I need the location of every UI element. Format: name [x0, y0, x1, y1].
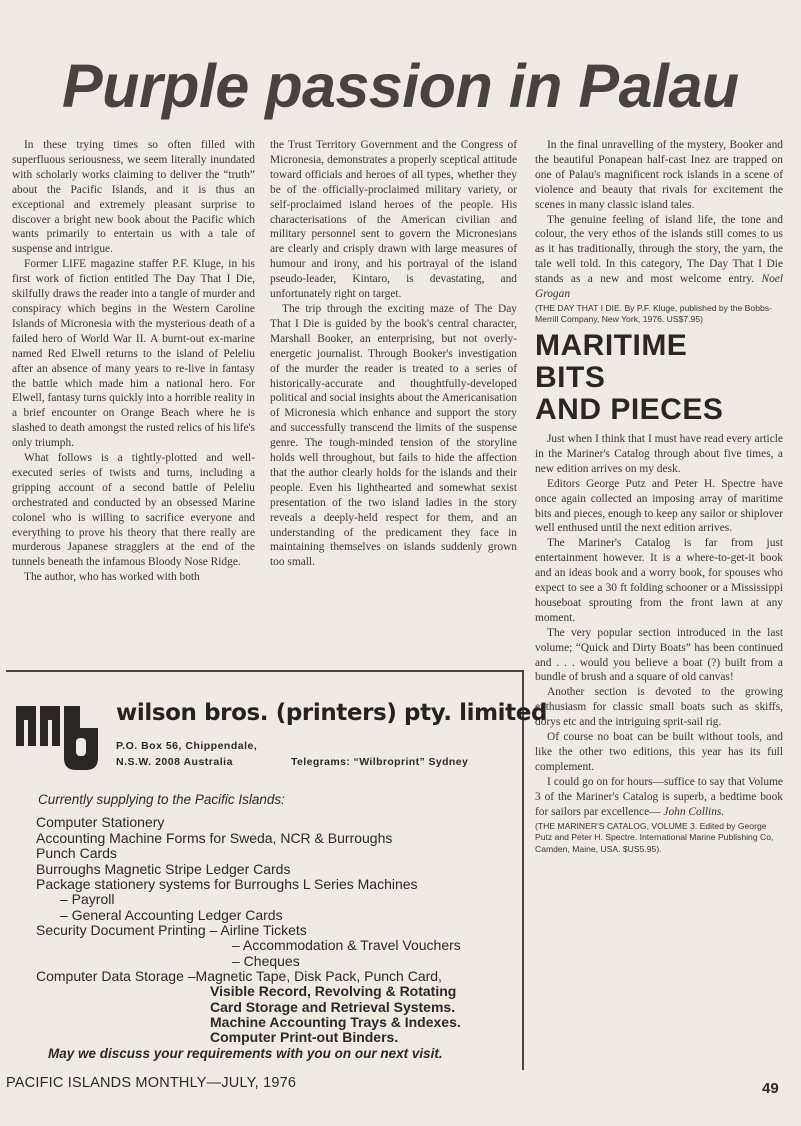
ad-item: – General Accounting Ledger Cards — [60, 907, 283, 923]
address-line: P.O. Box 56, Chippendale, — [116, 740, 258, 752]
heading-line: MARITIME — [535, 328, 688, 362]
paragraph: Editors George Putz and Peter H. Spectre have once again collected an imposing array of maritime bits and pieces, enough to keep any sailor or shiplover well enthused until the next edition arrives. — [535, 477, 783, 535]
section-heading — [535, 330, 783, 426]
paragraph — [535, 213, 783, 302]
paragraph: Former LIFE magazine staffer P.F. Kluge, in his first work of fiction entitled The Day That I Die, skilfully draws the reader into a tangle of murder and conspiracy which begins in the Western Caroline Islands of Micronesia with the mysterious death of a failed hero of World War II. A burnt-out ex-marine named Red Elwell returns to the island of Peleliu after an absence of many years to re-live in fantasy the battle which made him a national hero. For Elwell, fantasy turns quickly into a horrible reality in a brief encounter on Orange Beach where he is slashed to death amongst the rusted relics of his life's only triumph. — [12, 258, 255, 450]
article-column-2 — [270, 138, 517, 570]
paragraph: The trip through the exciting maze of The Day That I Die is guided by the book's central character, Marshall Booker, an enterprising, but not overly-energetic journalist. Through Booker's investigation of the murder the reader is treated to a series of historically-accurate and thoughtfully-developed political and social insights about the Americanisation of Micronesia which enhance and support the story and successfully transcend the limits of the suspense genre. The tough-minded tension of the storyline holds well throughout, but fails to hide the affection that the author clearly holds for the islands and their people. Even his lighthearted and somewhat sexist presentation of the two island ladies in the story reveals a deeply-held respect for them, and an understanding of the predicament they face in maintaining themselves on islands suddenly grown too small. — [270, 302, 517, 569]
publication-footer: PACIFIC ISLANDS MONTHLY—JULY, 1976 — [6, 1075, 297, 1091]
ad-item: Package stationery systems for Burroughs L Series Machines — [36, 876, 418, 892]
wilson-bros-logo — [14, 702, 106, 774]
paragraph: In these trying times so often filled with superfluous seriousness, we seem literally inundated with scholarly works claiming to deliver the “truth” about the Pacific Islands, and it is thus an exceptional and extremely pleasant surprise to discover a bright new book about the Pacific which wants primarily to entertain us with a tale of suspense and intrigue. — [12, 139, 255, 256]
ad-item: Punch Cards — [36, 845, 117, 861]
heading-line: AND PIECES — [535, 392, 724, 426]
paragraph: The author, who has worked with both — [24, 571, 200, 584]
paragraph: The Mariner's Catalog is far from just entertainment however. It is a where-to-get-it book and an ideas book and a worry book, for spouses who expect to see a 30 ft folding schooner or a Mississippi houseboat sprouting from the front lawn at any moment. — [535, 537, 783, 624]
paragraph: Just when I think that I must have read every article in the Mariner's Catalog through about five times, a new edition arrives on my desk. — [535, 432, 783, 475]
author-signature: Noel Grogan — [535, 273, 783, 301]
address-line: N.S.W. 2008 Australia — [116, 756, 233, 768]
company-name: wilson bros. (printers) pty. limited — [116, 700, 548, 726]
ad-item: Burroughs Magnetic Stripe Ledger Cards — [36, 861, 291, 877]
ad-item: Computer Print-out Binders. — [210, 1029, 399, 1045]
heading-line: BITS — [535, 360, 606, 394]
article-column-3 — [535, 138, 783, 855]
article-column-1 — [12, 138, 255, 585]
paragraph: the Trust Territory Government and the Congress of Micronesia, demonstrates a properly sceptical attitude toward officials and heroes of all types, whether they be of the officially-proclaimed military variety, or self-proclaimed island heroes of the people. His characterisations of the American civilian and military personnel sent to govern the Micronesians are clearly and crisply drawn with large measures of humour and irony, and his portrayal of the island pseudo-leader, Kintaro, is devastating, and unfortunately right on target. — [270, 139, 517, 301]
paragraph: In the final unravelling of the mystery, Booker and the beautiful Ponapean half-cast Inez are trapped on one of Palau's magnificent rock islands in a scene of violence and beauty that rivals for excitement the scenes in many classic island tales. — [535, 139, 783, 211]
ad-item: Computer Data Storage –Magnetic Tape, Disk Pack, Punch Card, — [36, 968, 442, 984]
supplying-heading: Currently supplying to the Pacific Islands: — [38, 792, 285, 807]
ad-item: Computer Stationery — [36, 814, 165, 830]
ad-item: Security Document Printing – Airline Tickets — [36, 922, 307, 938]
ad-closing-line: May we discuss your requirements with you on our next visit. — [48, 1046, 443, 1061]
page-number: 49 — [762, 1080, 779, 1097]
paragraph-text: I could go on for hours—suffice to say that Volume 3 of the Mariner's Catalog is superb, a bedtime book for sailors par excellence— — [535, 775, 783, 818]
book-credit: (THE DAY THAT I DIE. By P.F. Kluge, published by the Bobbs-Merrill Company, New York, 1976. US$7.95) — [535, 302, 772, 325]
ad-item: – Payroll — [60, 891, 115, 907]
ad-item: – Cheques — [232, 953, 300, 969]
paragraph: Another section is devoted to the growing enthusiasm for classic small boats such as skiffs, dorys etc and the intriguing sprit-sail rig. — [535, 686, 783, 729]
paragraph: The very popular section introduced in the last volume; “Quick and Dirty Boats” has been continued and . . . would you believe a boat (?) built from a bundle of brush and a square of old canvas! — [535, 626, 783, 684]
paragraph-text: The genuine feeling of island life, the tone and colour, the very ethos of the islands still comes to us as it has traditionally, through the story, the yarn, the tale well told. In this category, The Day That I Die stands as a new and most welcome entry. — [535, 213, 783, 286]
ad-item: Machine Accounting Trays & Indexes. — [210, 1014, 461, 1030]
ad-item: – Accommodation & Travel Vouchers — [232, 937, 461, 953]
company-address — [116, 738, 257, 770]
ad-item: Visible Record, Revolving & Rotating — [210, 983, 457, 999]
ad-item: Card Storage and Retrieval Systems. — [210, 999, 456, 1015]
printer-advertisement — [6, 670, 548, 1070]
book-credit: (THE MARINER'S CATALOG, VOLUME 3. Edited by George Putz and Peter H. Spectre. International Marine Publishing Co, Camden, Maine, USA. $US5.95). — [535, 820, 774, 854]
paragraph — [535, 775, 783, 820]
author-signature: John Collins. — [663, 805, 725, 818]
paragraph: What follows is a tightly-plotted and well-executed series of twists and turns, including a gripping account of a second battle of Peleliu orchestrated and conducted by an obsessed Marine colonel who is willing to sacrifice everyone and everything to prove his theory that there really are murderous Japanese stragglers at the end of the tunnels beneath the infamous Bloody Nose Ridge. — [12, 452, 255, 569]
article-title: Purple passion in Palau — [62, 52, 739, 120]
paragraph: Of course no boat can be built without tools, and like the other two editions, this year has its full complement. — [535, 731, 783, 773]
ad-item: Accounting Machine Forms for Sweda, NCR & Burroughs — [36, 830, 393, 846]
telegrams-address: Telegrams: “Wilbroprint” Sydney — [291, 756, 469, 768]
